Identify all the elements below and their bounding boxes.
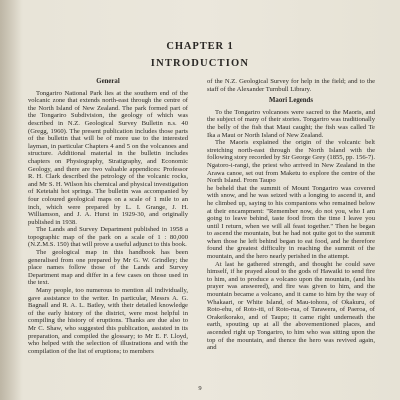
- page-number: 9: [198, 385, 202, 392]
- quoted-paragraph: he beheld that the summit of Mount Tongariro was covered with snow, and he was seized with a longing to ascend it, and he climbed up, saying to his companions who remained below at their encampment: "Remember now, do not you, who I am going to leave behind, taste food from the time I leave you until I return, when we will all feast together." Then he began to ascend the mountain, but he had not quite got to the summit when those he left behind began to eat food, and he therefore found the greatest difficulty in reaching the summit of the mountain, and the hero nearly perished in the attempt.: [207, 184, 375, 261]
- quoted-paragraph: At last he gathered strength, and thought he could save himself, if he prayed aloud to the gods of Hawaiki to send fire to him, and to produce a volcano upon the mountain, (and his prayer was answered), and fire was given to him, and the mountain became a volcano, and it came to him by the way of Whakaari, or White Island, of Mau-tohora, of Okakuru, of Roto-ehu, of Roto-iti, of Roto-rua, of Tarawera, of Paeroa, of Orakeikorako, and of Taupo; it came right underneath the earth, spouting up at all the abovementioned places, and ascended right up Tongariro, to him who was sitting upon the top of the mountain, and thence the hero was revived again, and: [207, 260, 375, 352]
- paragraph: To the Tongariro volcanoes were sacred to the Maoris, and the subject of many of their stories. Tongariro was traditionally the belly of the fish that Maui caught; the fish was called Te Ika a Maui or North Island of New Zealand.: [207, 108, 375, 139]
- paragraph-continued: of the N.Z. Geological Survey for help in the field; and to the staff of the Alexander Turnbull Library.: [207, 78, 375, 93]
- section-heading-maori-legends: Maori Legends: [269, 97, 313, 105]
- left-column: [28, 78, 188, 355]
- paragraph: The geological map in this handbook has been generalised from one prepared by Mr G. W. Grindley; the place names follow those of the Lands and Survey Department map and differ in a few cases on those used in the text.: [28, 249, 188, 287]
- paragraph: Tongariro National Park lies at the southern end of the volcanic zone that extends north-east through the centre of the North Island of New Zealand. The park formed part of the Tongariro Subdivision, the geology of which was described in N.Z. Geological Survey Bulletin n.s. 40 (Gregg, 1960). The present publication includes those parts of the bulletin that will be of more use to the interested layman, in particular Chapters 4 and 5 on the volcanoes and structure. Additional material in the bulletin includes chapters on Physiography, Stratigraphy, and Economic Geology, and there are two valuable appendices: Professor R. H. Clark described the petrology of the volcanic rocks, and Mr S. H. Wilson his chemical and physical investigation of Ketetahi hot springs. The bulletin was accompanied by four coloured geological maps on a scale of 1 mile to an inch, which were prepared by L. I. Grange, J. H. Williamson, and J. A. Hurst in 1929-30, and originally published in 1938.: [28, 89, 188, 226]
- paragraph: The Lands and Survey Department published in 1958 a topographic map of the park on a scale of 1 : 80,000 (N.Z.M.S. 150) that will prove a useful adjunct to this book.: [28, 226, 188, 249]
- chapter-heading: CHAPTER 1: [166, 41, 234, 52]
- paragraph: Many people, too numerous to mention all individually, gave assistance to the writer. In particular, Messrs A. G. Bagnall and R. A. L. Batley, with their detailed knowledge of the early history of the district, were most helpful in compiling the history of eruptions. Thanks are due also to Mr C. Shaw, who suggested this publication, assisted in its preparation, and compiled the glossary; to Mr E. F. Lloyd, who helped with the selection of illustrations and with the compilation of the list of eruptions; to members: [28, 287, 188, 355]
- right-column: [207, 78, 375, 352]
- chapter-title: INTRODUCTION: [150, 58, 250, 69]
- section-heading-general: General: [96, 78, 120, 85]
- paragraph: The Maoris explained the origin of the volcanic belt stretching north-east through the North Island with the following story recorded by Sir George Grey (1855, pp. 156-7). Ngatoro-i-rangi, the priest who arrived in New Zealand in the Arawa canoe, set out from Maketu to explore the centre of the North Island. From Taupo: [207, 139, 375, 185]
